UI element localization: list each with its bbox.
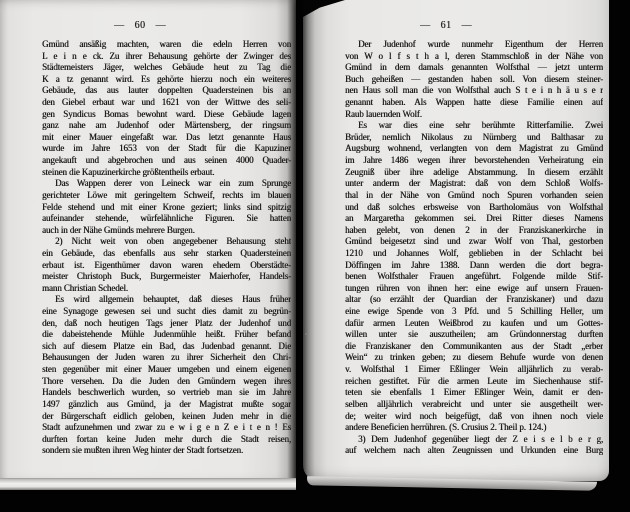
text-line: 1497 gänzlich aus Gmünd, ja der Magistrat mußte sogar bbox=[42, 398, 291, 409]
text-line: mit einer Mauer eingefaßt war. Das letzt genannte Haus bbox=[42, 131, 291, 142]
text-line: die Franziskaner den Communikanten aus der Stadt „erber bbox=[345, 340, 603, 351]
text-line: die dabeistehende Mühle Judenmühle heißt. Früher befand bbox=[42, 329, 291, 340]
text-line: Gmünd in dem damals genannten Wolfsthal — jetzt unterm bbox=[345, 62, 603, 73]
text-line: v. Wolfsthal 1 Eimer Eßlinger Wein alljährlich zu verab- bbox=[345, 364, 603, 375]
text-line: Das Wappen derer von Leineck war ein zum Sprunge bbox=[55, 178, 291, 189]
text-line: dafür armen Leuten Weißbrod zu kaufen und um Gottes- bbox=[345, 317, 603, 328]
text-line: steinen die Kapuzinerkirche größtentheils erbaut. bbox=[42, 166, 215, 177]
scan-dust-speck bbox=[305, 333, 307, 335]
text-line: benen Wolfsthaler Frauen angeführt. Folgende milde Stif- bbox=[345, 271, 603, 282]
text-line: Raub lauernden Wolf. bbox=[345, 108, 422, 119]
text-line: der Bürgerschaft eidlich geloben, keinen Juden mehr in die bbox=[42, 410, 291, 421]
text-line: Gebäude, das aus lauter doppelten Quadersteinen bis an bbox=[42, 85, 291, 96]
text-line: selben alljährlich verabreicht und unter sie ausgetheilt wer- bbox=[345, 398, 603, 409]
text-line: 2) Nicht weit von oben angegebener Behausung steht bbox=[55, 236, 291, 247]
text-line: sondern sie mußten ihren Weg hinter der Stadt fortsetzen. bbox=[42, 445, 244, 456]
text-line: unter anderm der Magistrat: daß von dem Schloß Wolfs- bbox=[345, 178, 603, 189]
text-line: 3) Dem Judenhof gegenüber liegt der Z e i s e l b e r g, bbox=[358, 433, 603, 444]
text-line: an Margaretha gekommen sei. Drei Ritter dieses Namens bbox=[345, 213, 603, 224]
text-line: meister Christoph Buck, Burgermeister Maierhofer, Handels- bbox=[42, 271, 291, 282]
text-line: und daß solches erbsweise von Bartholomäus von Wolfsthal bbox=[345, 201, 603, 212]
text-line: gerichteter Löwe mit geringeltem Schweif, rechts im blauen bbox=[42, 189, 291, 200]
text-line: Gmünd ansäßig machten, waren die edeln Herren von bbox=[42, 39, 291, 49]
text-line: de; weiter wird noch beigefügt, daß von ihnen noch viele bbox=[345, 410, 603, 421]
page-number-right: — 61 — bbox=[420, 20, 472, 31]
text-line: im Jahre 1486 wegen ihrer bevorstehenden Verheiratung ein bbox=[345, 155, 603, 166]
right-page-text bbox=[345, 39, 603, 457]
left-page-text bbox=[42, 39, 291, 457]
text-line: eine Synagoge gewesen sei und sucht dies damit zu begrün- bbox=[42, 306, 291, 317]
text-line: Augsburg wohnend, verlangten von dem Magistrat zu Gmünd bbox=[345, 143, 603, 154]
text-line: Handels beschwerlich wurden, so vertrieb man sie im Jahre bbox=[42, 387, 291, 398]
text-line: Es wird allgemein behauptet, daß dieses Haus früher bbox=[55, 294, 291, 305]
text-line: durften fortan keine Juden mehr durch die Stadt reisen, bbox=[42, 433, 291, 444]
text-line: Der Judenhof wurde nunmehr Eigenthum der Herren bbox=[358, 39, 603, 49]
text-line: auch in der Nähe Gmünds mehrere Burgen. bbox=[42, 224, 195, 235]
text-line: andere Beneficien herrühren. (S. Crusius 2. Theil p. 124.) bbox=[345, 422, 547, 433]
text-line: thal in der Nähe von Gmünd noch Spuren vorhanden seien bbox=[345, 189, 603, 200]
text-line: sich auf diesem Platze ein Bad, das Judenbad genannt. Die bbox=[42, 340, 291, 351]
right-page bbox=[303, 0, 609, 481]
left-page bbox=[0, 0, 296, 490]
text-line: L e i n e ck. Zu ihrer Behausung gehörte der Zwinger des bbox=[42, 50, 291, 61]
text-line: genannt haben. Als Wappen hatte diese Familie einen auf bbox=[345, 97, 603, 108]
text-line: mann Christian Schedel. bbox=[42, 282, 128, 293]
text-line: angekauft und abgebrochen und aus seinen 4000 Quader- bbox=[42, 155, 291, 166]
text-line: Es war dies eine sehr berühmte Ritterfamilie. Zwei bbox=[358, 120, 603, 131]
text-line: Buch geheißen — gestanden haben soll. Von diesem steiner- bbox=[345, 73, 603, 84]
text-line: erbaut ist. Eigenthümer davon waren ehedem Oberstädte- bbox=[42, 259, 291, 270]
text-line: von W o l f s t h a l, deren Stammschloß in der Nähe von bbox=[345, 50, 603, 61]
text-line: nen Haus soll man die von Wolfsthal auch S t e i n h ä u s e r bbox=[345, 85, 603, 96]
text-line: Felde stehend und mit einer Krone geziert; links sind spitzig bbox=[42, 201, 291, 212]
text-line: sten gegenüber mit einer Mauer umgeben und einem eigenen bbox=[42, 364, 291, 375]
text-line: ein Gebäude, das ebenfalls aus sehr starken Quadersteinen bbox=[42, 247, 291, 258]
text-line: willen unter sie auszutheilen; am Gründonnerstag durften bbox=[345, 329, 603, 340]
text-line: Behausungen der Juden waren zu ihrer Sicherheit den Chri- bbox=[42, 352, 291, 363]
text-line: auf welchem nach alten Zeugnissen und Urkunden eine Burg bbox=[345, 445, 603, 456]
text-line: Brüder, nemlich Nikolaus zu Nürnberg und Balthasar zu bbox=[345, 131, 603, 142]
text-line: ganz nahe am Judenhof oder Märtensberg, der ringsum bbox=[42, 120, 291, 131]
text-line: Wein“ zu trinken geben; zu diesem Behufe wurde von denen bbox=[345, 352, 603, 363]
text-line: den Giebel erbaut war und 1621 von der Wittwe des seli- bbox=[42, 97, 291, 108]
text-line: Thore versehen. Da die Juden den Gmündern wegen ihres bbox=[42, 375, 291, 386]
text-line: eine ewige Spende von 3 Pfd. und 5 Schilling Heller, um bbox=[345, 306, 603, 317]
page-number-left: — 60 — bbox=[114, 20, 166, 31]
text-line: reichen gestiftet. Für die armen Leute im Siechenhause stif- bbox=[345, 375, 603, 386]
text-line: gen Syndicus Bomas bewohnt ward. Diese Gebäude lagen bbox=[42, 108, 291, 119]
text-line: haben gelebt, von denen 2 in der Franziskanerkirche in bbox=[345, 224, 603, 235]
text-line: Zeugniß über ihre adelige Abstammung. In diesem erzählt bbox=[345, 166, 603, 177]
text-line: Städtemeisters Jäger, welches Gebäude heut zu Tag die bbox=[42, 62, 291, 73]
text-line: wurde im Jahre 1653 von der Stadt für die Kapuziner bbox=[42, 143, 291, 154]
text-line: altar (so erzählt der Quardian der Franziskaner) und dazu bbox=[345, 294, 603, 305]
text-line: Stadt aufzunehmen und zwar zu e w i g e n Z e i t e n ! Es bbox=[42, 422, 291, 433]
text-line: 1210 und Johannes Wolf, geblieben in der Schlacht bei bbox=[345, 247, 603, 258]
text-line: tungen rühren von ihnen her: eine ewige auf unsern Frauen- bbox=[345, 282, 603, 293]
text-line: aufeinander stehende, würfelähnliche Figuren. Sie hatten bbox=[42, 213, 291, 224]
text-line: K a tz genannt wird. Es gehörte hierzu noch ein weiteres bbox=[42, 73, 291, 84]
text-line: Gmünd beigesetzt sind und zwar Wolf von Thal, gestorben bbox=[345, 236, 603, 247]
text-line: den, daß noch heutigen Tags jener Platz der Judenhof und bbox=[42, 317, 291, 328]
text-line: Döffingen im Jahre 1388. Dann werden die dort begra- bbox=[345, 259, 603, 270]
text-line: teten sie ebenfalls 1 Eimer Eßlinger Wein, damit er den- bbox=[345, 387, 603, 398]
